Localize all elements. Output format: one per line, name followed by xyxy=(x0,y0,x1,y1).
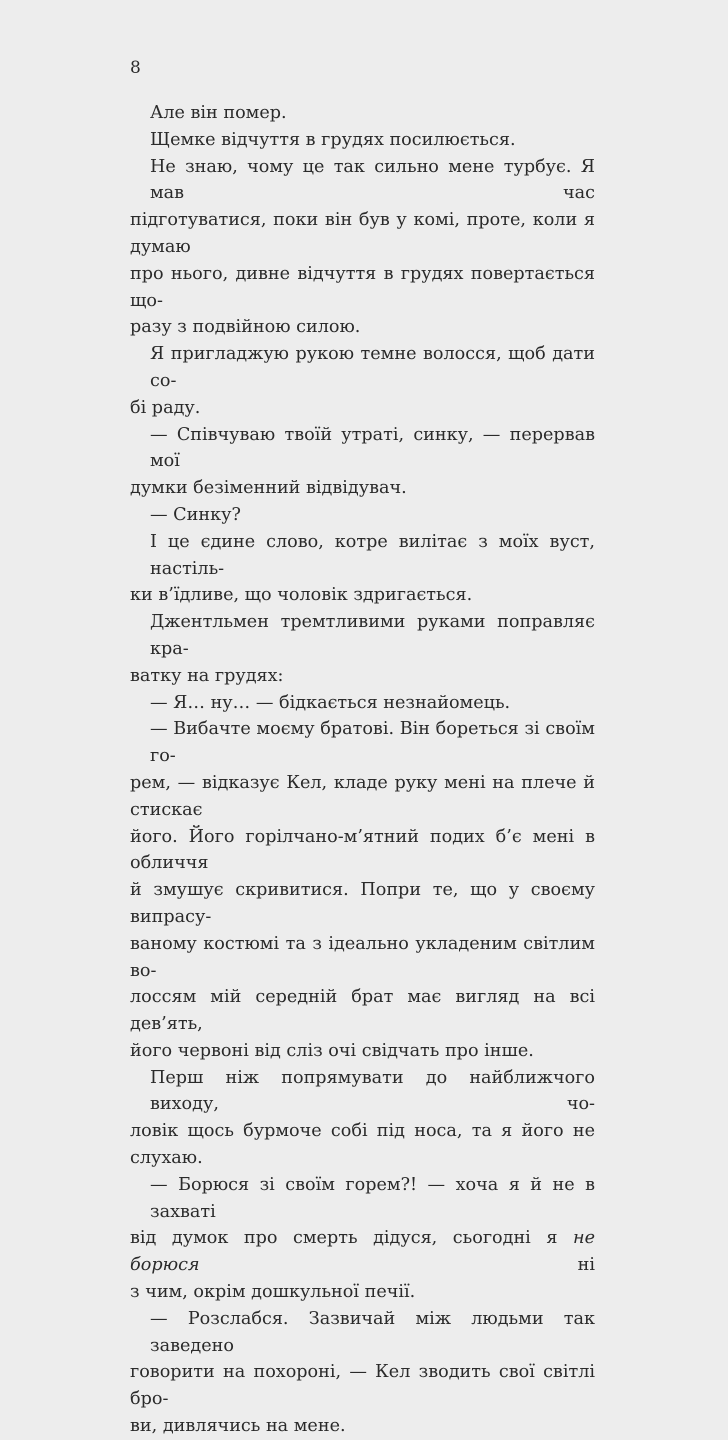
text-line: Щемке відчуття в грудях посилюється. xyxy=(150,129,516,150)
text-line: рем, — відказує Кел, кладе руку мені на плече й стискає xyxy=(130,772,595,820)
emphasized-text: не борюся xyxy=(130,1228,595,1276)
text-line: разу з подвійною силою. xyxy=(130,317,361,338)
text-segment: від думок про смерть дідуся, сьогодні я xyxy=(130,1228,573,1249)
text-line: про нього, дивне відчуття в грудях повертається що- xyxy=(130,263,595,311)
text-line: з чим, окрім дошкульної печії. xyxy=(130,1282,416,1303)
text-line: ватку на грудях: xyxy=(130,665,284,686)
page-number: 8 xyxy=(130,58,141,78)
text-line: його. Його горілчано-м’ятний подих б’є мені в обличчя xyxy=(130,826,595,874)
text-line: ваному костюмі та з ідеально укладеним світлим во- xyxy=(130,933,595,981)
text-line: ви, дивлячись на мене. xyxy=(130,1416,346,1437)
text-line: — Співчуваю твоїй утраті, синку, — перервав мої xyxy=(150,424,595,472)
text-line: думки безіменний відвідувач. xyxy=(130,478,407,499)
text-line: його червоні від сліз очі свідчать про інше. xyxy=(130,1040,534,1061)
body-text xyxy=(130,100,595,1440)
text-line: лоссям мій середній брат має вигляд на всі дев’ять, xyxy=(130,987,595,1035)
text-line: — Синку? xyxy=(150,504,241,525)
text-line: Я пригладжую рукою темне волосся, щоб дати со- xyxy=(150,344,595,391)
text-line: — Розслабся. Зазвичай між людьми так заведено xyxy=(150,1308,595,1356)
text-line: підготуватися, поки він був у комі, проте, коли я думаю xyxy=(130,210,595,257)
text-line: ки в’їдливе, що чоловік здригається. xyxy=(130,585,473,606)
text-line: Але він помер. xyxy=(150,103,287,123)
text-line: Не знаю, чому це так сильно мене турбує. Я мав час xyxy=(150,156,595,204)
text-line: І це єдине слово, котре вилітає з моїх вуст, настіль- xyxy=(150,531,595,579)
text-line-with-emphasis xyxy=(130,1225,595,1279)
text-line: й змушує скривитися. Попри те, що у своєму випрасу- xyxy=(130,880,595,927)
text-line: — Я… ну… — бідкається незнайомець. xyxy=(150,692,511,713)
text-line: — Вибачте моєму братові. Він бореться зі своїм го- xyxy=(150,719,595,767)
text-segment: ні xyxy=(199,1255,595,1276)
text-line: бі раду. xyxy=(130,397,201,418)
text-line: Перш ніж попрямувати до найближчого виходу, чо- xyxy=(150,1067,595,1115)
text-line: говорити на похороні, — Кел зводить свої світлі бро- xyxy=(130,1362,595,1410)
text-line: ловік щось бурмоче собі під носа, та я його не слухаю. xyxy=(130,1121,595,1169)
text-line: — Борюся зі своїм горем?! — хоча я й не в захваті xyxy=(150,1174,595,1222)
text-line: Джентльмен тремтливими руками поправляє кра- xyxy=(150,612,595,659)
